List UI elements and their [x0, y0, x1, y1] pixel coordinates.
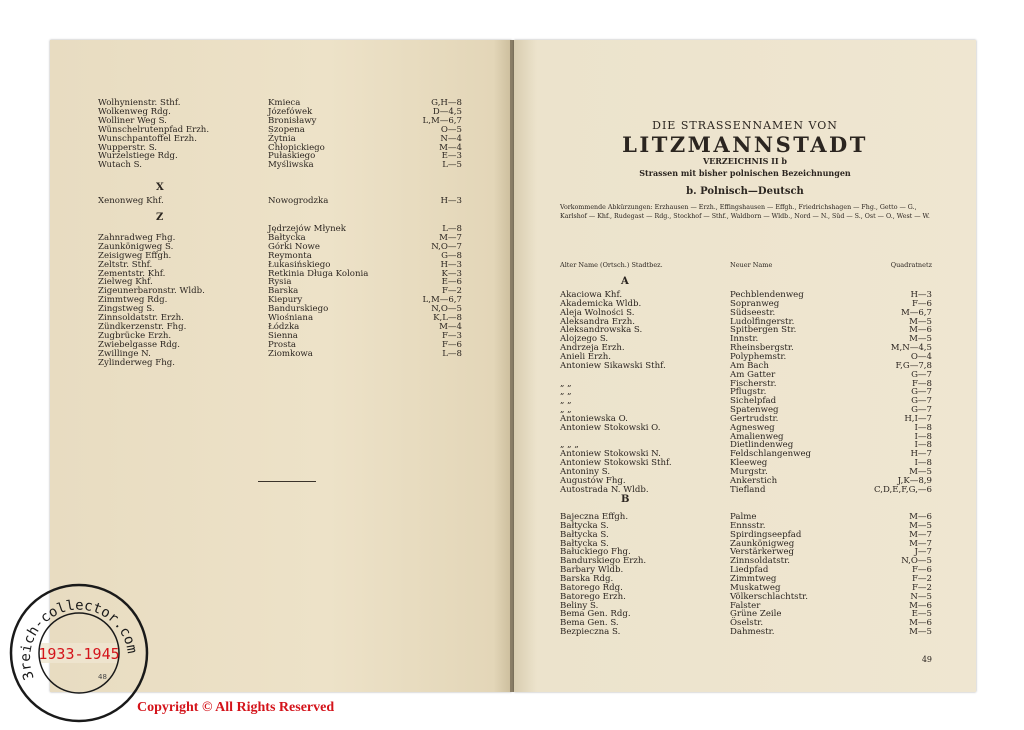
grid-ref: E—6 — [441, 277, 462, 288]
grid-ref: L—8 — [442, 348, 462, 359]
grid-ref: M—7 — [909, 538, 932, 549]
grid-ref: O—5 — [440, 124, 462, 135]
new-name: Murgstr. — [730, 467, 768, 477]
new-name: Völkerschlachtstr. — [730, 591, 808, 602]
grid-ref: F,G—7,8 — [895, 360, 932, 371]
old-name: Zigeunerbaronstr. Wldb. — [98, 286, 205, 297]
new-name: Feldschlangenweg — [730, 449, 812, 460]
new-name: Sichelpfad — [730, 396, 777, 407]
grid-ref: N—4 — [440, 133, 462, 144]
new-name: Reymonta — [268, 250, 312, 261]
grid-ref: E—5 — [911, 609, 932, 620]
new-name: Spitbergen Str. — [730, 325, 797, 336]
new-name: Amalienweg — [730, 431, 784, 442]
old-name: Antoniny S. — [560, 467, 611, 477]
old-name: Batorego Rdg. — [560, 582, 623, 593]
old-name: Antoniew Stokowski Sthf. — [560, 458, 672, 469]
new-name: Palme — [730, 512, 757, 522]
table-row — [50, 196, 512, 206]
table-row — [50, 160, 512, 170]
new-name: Górki Nowe — [268, 241, 320, 252]
new-name: Polyphemstr. — [730, 351, 787, 362]
old-name: Barbary Wldb. — [560, 565, 624, 576]
new-name: Gertrudstr. — [730, 413, 779, 424]
new-name: Rheinsbergstr. — [730, 343, 794, 354]
grid-ref: M—6,7 — [900, 307, 932, 318]
grid-ref: C,D,E,F,G,—6 — [873, 484, 932, 495]
new-name: Liedpfad — [730, 565, 769, 576]
old-name: Bajeczna Effgh. — [560, 512, 629, 522]
grid-ref: L—8 — [442, 224, 462, 234]
old-name: Wolkenweg Rdg. — [98, 106, 171, 117]
grid-ref: M—6 — [909, 512, 932, 522]
old-name: Bałtycka S. — [560, 529, 609, 540]
new-name: Spatenweg — [730, 405, 779, 416]
new-name: Bandurskiego — [268, 304, 329, 315]
old-name: Augustów Fhg. — [560, 475, 626, 486]
new-name: Prosta — [268, 339, 297, 350]
old-name: Alojzego S. — [560, 334, 609, 345]
old-name: Barska Rdg. — [560, 573, 614, 584]
col-header-grid: Quadratnetz — [890, 261, 932, 269]
new-name: Muskatweg — [730, 582, 781, 593]
grid-ref: F—6 — [911, 298, 932, 309]
new-name: Dietlindenweg — [730, 440, 794, 451]
old-name: „ „ „ — [560, 440, 579, 451]
old-name: Zahnradweg Fhg. — [98, 232, 176, 243]
grid-ref: M—5 — [909, 334, 932, 345]
new-name: Sienna — [268, 330, 298, 341]
old-name: Wolhynienstr. Sthf. — [98, 98, 181, 108]
grid-ref: F—8 — [911, 378, 932, 389]
new-name: Józefówek — [268, 106, 313, 117]
grid-ref: M,N—4,5 — [890, 343, 932, 354]
new-name: Zimmtweg — [730, 573, 777, 584]
open-book — [50, 40, 976, 692]
grid-ref: M—6 — [909, 618, 932, 629]
stamp-small-number: 48 — [98, 673, 107, 681]
grid-ref: D—4,5 — [432, 106, 462, 117]
heading-b: B — [621, 494, 630, 505]
old-name: Wünschelrutenpfad Erzh. — [98, 124, 210, 135]
new-name: Öselstr. — [730, 618, 764, 629]
old-name: Zimmtweg Rdg. — [98, 295, 168, 306]
grid-ref: M—6 — [909, 600, 932, 611]
old-name: Wolliner Weg S. — [98, 115, 167, 126]
grid-ref: L,M—6,7 — [422, 295, 462, 306]
new-name: Pechblendenweg — [730, 290, 804, 300]
old-name: „ „ — [560, 405, 572, 416]
new-name: Ennsstr. — [730, 520, 766, 531]
grid-ref: H,I—7 — [904, 413, 932, 424]
table-row — [514, 627, 976, 637]
old-name: Antoniew Sikawski Sthf. — [560, 360, 666, 371]
old-name: Batorego Erzh. — [560, 591, 626, 602]
grid-ref: K,L—8 — [433, 313, 462, 323]
new-name: Innstr. — [730, 334, 759, 345]
old-name: Zaunkönigweg S. — [98, 241, 174, 252]
new-name: Wiośniana — [268, 313, 314, 323]
new-name: Fischerstr. — [730, 378, 777, 389]
new-name: Tiefland — [730, 484, 766, 495]
new-name: Kmieca — [268, 98, 301, 108]
new-name: Bronisławy — [268, 115, 317, 126]
grid-ref: G—7 — [911, 387, 932, 398]
grid-ref: L,M—6,7 — [422, 115, 462, 126]
grid-ref: F—3 — [441, 330, 462, 341]
right-page — [514, 40, 976, 692]
old-name: Bandurskiego Erzh. — [560, 556, 647, 567]
old-name: Zündkerzenstr. Fhg. — [98, 321, 187, 332]
table-row — [514, 485, 976, 495]
old-name: Xenonweg Khf. — [98, 196, 164, 206]
new-name: Am Gatter — [730, 369, 776, 380]
grid-ref: M—5 — [909, 467, 932, 477]
grid-ref: M—5 — [909, 520, 932, 531]
grid-ref: M—5 — [909, 316, 932, 327]
collector-stamp — [8, 582, 150, 724]
grid-ref: H—3 — [910, 290, 932, 300]
stamp-text: 3reich-collector.com — [17, 597, 140, 682]
new-name: Zaunkönigweg — [730, 538, 795, 549]
new-name: Zinnsoldatstr. — [730, 556, 790, 567]
old-name: Zylinderweg Fhg. — [98, 357, 175, 368]
old-name: Akaciowa Khf. — [560, 290, 623, 300]
new-name: Kiepury — [268, 295, 303, 306]
new-name: Agnesweg — [730, 422, 775, 433]
old-name: Wupperstr. S. — [98, 142, 158, 153]
new-name: Falster — [730, 600, 761, 611]
new-name: Żytnia — [268, 133, 296, 144]
old-name: Akademicka Wldb. — [560, 298, 642, 309]
new-name: Ankerstich — [730, 475, 778, 486]
page-number: 49 — [921, 655, 932, 664]
grid-ref: I—8 — [914, 440, 932, 451]
new-name: Retkinia Długa Kolonia — [268, 268, 369, 279]
old-name: Bałtycka S. — [560, 520, 609, 531]
new-name: Sopranweg — [730, 298, 780, 309]
copyright-notice: Copyright © All Rights Reserved — [137, 700, 335, 715]
old-name: Wutach S. — [98, 160, 142, 171]
new-name: Łukasińskiego — [268, 259, 331, 270]
grid-ref: G,H—8 — [431, 98, 462, 108]
heading-z: Z — [156, 212, 164, 223]
end-rule — [258, 481, 316, 482]
old-name: Beliny S. — [560, 600, 599, 611]
old-name: Antoniew Stokowski O. — [560, 422, 661, 433]
grid-ref: N,O—5 — [901, 556, 932, 567]
old-name: Bema Gen. S. — [560, 618, 619, 629]
col-header-old: Alter Name (Ortsch.) Stadtbez. — [560, 261, 663, 269]
old-name: Zwillinge N. — [98, 348, 151, 359]
grid-ref: N,O—5 — [431, 304, 462, 315]
new-name: Grüne Zeile — [730, 609, 782, 620]
old-name: Zinnsoldatstr. Erzh. — [98, 313, 184, 323]
heading-a: A — [621, 276, 629, 287]
old-name: Anieli Erzh. — [560, 351, 611, 362]
old-name: Zwiebelgasse Rdg. — [98, 339, 180, 350]
stamp-years: 1933-1945 — [38, 645, 120, 663]
old-name: Bałuckiego Fhg. — [560, 547, 631, 558]
new-name: Südseestr. — [730, 307, 776, 318]
table-row — [50, 358, 512, 368]
grid-ref: H—7 — [910, 449, 932, 460]
old-name: Aleja Wolności S. — [560, 307, 635, 318]
grid-ref: K—3 — [441, 268, 462, 279]
new-name: Łódzka — [268, 321, 300, 332]
old-name: Wunschpantoffel Erzh. — [98, 133, 197, 144]
old-name: Bałtycka S. — [560, 538, 609, 549]
new-name: Nowogrodzka — [268, 196, 329, 206]
old-name: Bema Gen. Rdg. — [560, 609, 631, 620]
grid-ref: H—3 — [440, 196, 462, 206]
grid-ref: F—2 — [911, 582, 932, 593]
grid-ref: M—7 — [439, 232, 462, 243]
old-name: Andrzeja Erzh. — [560, 343, 625, 354]
grid-ref: F—2 — [441, 286, 462, 297]
old-name: Wurzelstiege Rdg. — [98, 151, 178, 162]
new-name: Am Bach — [730, 360, 769, 371]
new-name: Spirdingseepfad — [730, 529, 802, 540]
grid-ref: M—7 — [909, 529, 932, 540]
old-name: Zugbrücke Erzh. — [98, 330, 172, 341]
new-name: Chłopickiego — [268, 142, 325, 153]
grid-ref: M—5 — [909, 627, 932, 638]
new-name: Ludolfingerstr. — [730, 316, 795, 327]
old-name: Zeisigweg Effgh. — [98, 250, 172, 261]
grid-ref: E—3 — [441, 151, 462, 162]
old-name: Antoniewska O. — [560, 413, 628, 424]
new-name: Rysia — [268, 277, 292, 288]
grid-ref: M—6 — [909, 325, 932, 336]
new-name: Barska — [268, 286, 299, 297]
old-name: Aleksandra Erzh. — [560, 316, 635, 327]
grid-ref: I—8 — [914, 458, 932, 469]
new-name: Verstärkerweg — [730, 547, 795, 558]
grid-ref: F—6 — [441, 339, 462, 350]
old-name: Antoniew Stokowski N. — [560, 449, 661, 460]
grid-ref: I—8 — [914, 422, 932, 433]
grid-ref: N—5 — [910, 591, 932, 602]
grid-ref: N,O—7 — [431, 241, 462, 252]
grid-ref: H—3 — [440, 259, 462, 270]
old-name: Zielweg Khf. — [98, 277, 153, 288]
subtitle-verzeichnis: VERZEICHNIS II b — [702, 156, 788, 166]
grid-ref: M—4 — [439, 321, 462, 332]
new-name: Szopena — [268, 124, 305, 135]
old-name: Autostrada N. Wldb. — [560, 484, 649, 495]
new-name: Kleeweg — [730, 458, 768, 469]
grid-ref: J,K—8,9 — [897, 475, 932, 486]
abbreviations: Vorkommende Abkürzungen: Erzhausen — Erzh., Effingshausen — Effgh., Friedrichshagen — Fhg., Getto — G., Karlshof — Khf., Rudegast — Rdg., Stockhof — Sthf., Waldborn — Wldb., Nord — N., Süd — S., Ost — O., West — W. — [560, 204, 930, 220]
grid-ref: G—8 — [441, 250, 462, 261]
new-name: Pułaskiego — [268, 151, 316, 162]
subtitle-polnisch: b. Polnisch—Deutsch — [686, 186, 804, 197]
old-name: Zingstweg S. — [98, 304, 155, 315]
grid-ref: M—4 — [439, 142, 462, 153]
old-name: Zementstr. Khf. — [98, 268, 166, 279]
grid-ref: L—5 — [442, 160, 462, 171]
old-name: „ „ — [560, 396, 572, 407]
heading-x: X — [156, 182, 164, 193]
new-name: Ziomkowa — [268, 348, 313, 359]
grid-ref: G—7 — [911, 396, 932, 407]
new-name: Dahmestr. — [730, 627, 775, 638]
grid-ref: G—7 — [911, 405, 932, 416]
grid-ref: F—6 — [911, 565, 932, 576]
title-main: LITZMANNSTADT — [622, 132, 868, 157]
new-name: Pflugstr. — [730, 387, 767, 398]
new-name: Bałtycka — [268, 232, 306, 243]
col-header-new: Neuer Name — [730, 261, 773, 269]
old-name: Bezpieczna S. — [560, 627, 621, 638]
new-name: Myśliwska — [268, 160, 314, 171]
grid-ref: J—7 — [914, 547, 932, 558]
new-name: Jędrzejów Młynek — [268, 224, 346, 234]
grid-ref: O—4 — [910, 351, 932, 362]
old-name: „ „ — [560, 387, 572, 398]
grid-ref: I—8 — [914, 431, 932, 442]
old-name: „ „ — [560, 378, 572, 389]
title-line: DIE STRASSENNAMEN VON — [652, 119, 838, 132]
grid-ref: G—7 — [911, 369, 932, 380]
subtitle-strassen: Strassen mit bisher polnischen Bezeichnungen — [639, 168, 851, 178]
grid-ref: F—2 — [911, 573, 932, 584]
old-name: Aleksandrowska S. — [560, 325, 643, 336]
old-name: Zeltstr. Sthf. — [98, 259, 153, 270]
